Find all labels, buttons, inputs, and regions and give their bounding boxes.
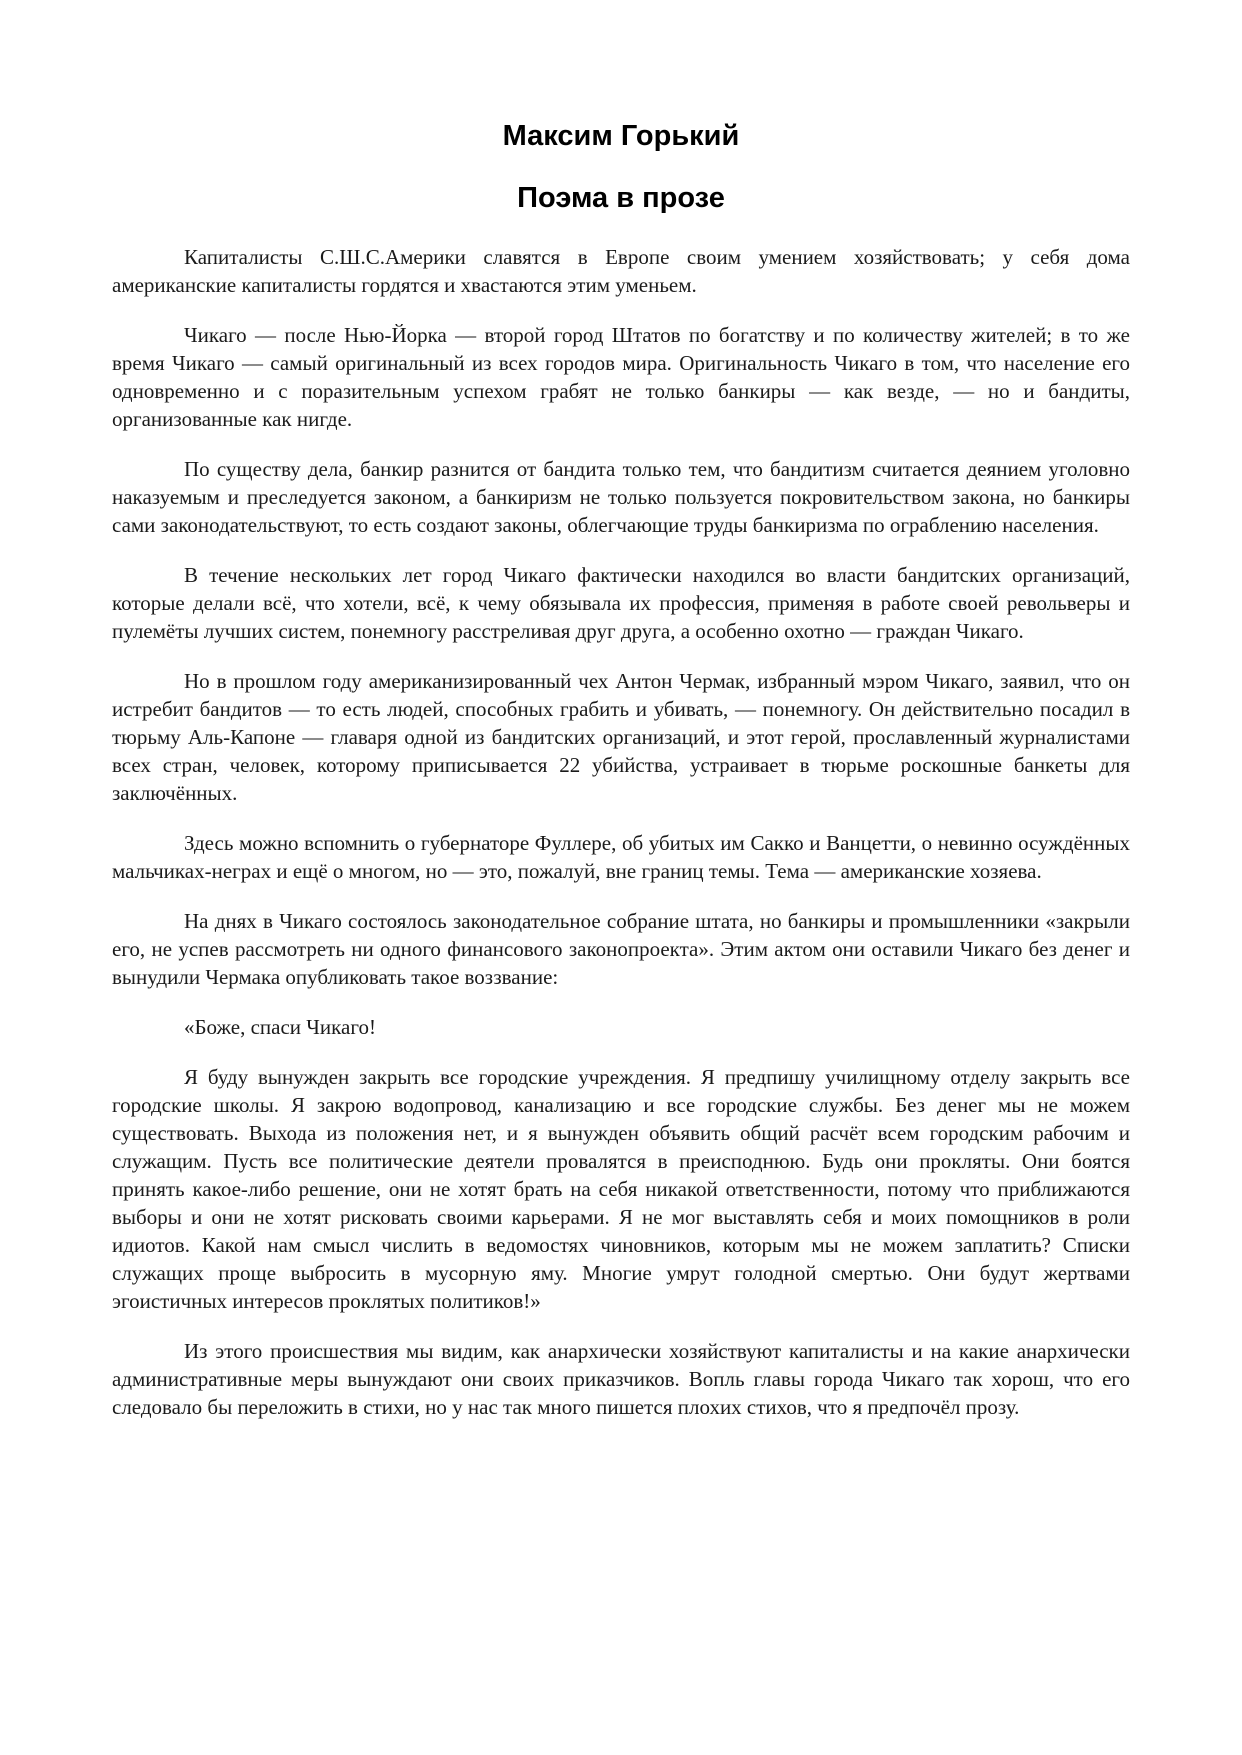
paragraph-5: Но в прошлом году американизированный чех Антон Чермак, избранный мэром Чикаго, заявил, что он истребит бандитов — то есть людей, способных грабить и убивать, — понемногу. Он действительно посадил в тюрьму Аль-Капоне — главаря одной из бандитских организаций, и этот герой, прославленный журналистами всех стран, человек, которому приписывается 22 убийства, устраивает в тюрьме роскошные банкеты для заключённых.	[112, 669, 1130, 805]
body-text	[112, 243, 1130, 1443]
page-title: Поэма в прозе	[517, 182, 725, 214]
paragraph-3: По существу дела, банкир разнится от бандита только тем, что бандитизм считается деянием уголовно наказуемым и преследуется законом, а банкиризм не только пользуется покровительством закона, но банкиры сами законодательствуют, то есть создают законы, облегчающие труды банкиризма по ограблению населения.	[112, 457, 1130, 537]
paragraph-7: На днях в Чикаго состоялось законодательное собрание штата, но банкиры и промышленники «закрыли его, не успев рассмотреть ни одного финансового законопроекта». Этим актом они оставили Чикаго без денег и вынудили Чермака опубликовать такое воззвание:	[112, 909, 1130, 989]
paragraph-9-quote-body: Я буду вынужден закрыть все городские учреждения. Я предпишу училищному отделу закрыть все городские школы. Я закрою водопровод, канализацию и все городские службы. Без денег мы не можем существовать. Выхода из положения нет, и я вынужден объявить общий расчёт всем городским рабочим и служащим. Пусть все политические деятели провалятся в преисподнюю. Будь они прокляты. Они боятся принять какое-либо решение, они не хотят брать на себя никакой ответственности, потому что приближаются выборы и они не хотят рисковать своими карьерами. Я не мог выставлять себя и моих помощников в роли идиотов. Какой нам смысл числить в ведомостях чиновников, которым мы не можем заплатить? Списки служащих проще выбросить в мусорную яму. Многие умрут голодной смертью. Они будут жертвами эгоистичных интересов проклятых политиков!»	[112, 1065, 1130, 1313]
paragraph-10: Из этого происшествия мы видим, как анархически хозяйствуют капиталисты и на какие анархически административные меры вынуждают они своих приказчиков. Вопль главы города Чикаго так хорош, что его следовало бы переложить в стихи, но у нас так много пишется плохих стихов, что я предпочёл прозу.	[112, 1339, 1130, 1419]
author-heading: Максим Горький	[502, 120, 740, 152]
paragraph-4: В течение нескольких лет город Чикаго фактически находился во власти бандитских организаций, которые делали всё, что хотели, всё, к чему обязывала их профессия, применяя в работе своей револьверы и пулемёты лучших систем, понемногу расстреливая друг друга, а особенно охотно — граждан Чикаго.	[112, 563, 1130, 643]
paragraph-6: Здесь можно вспомнить о губернаторе Фуллере, об убитых им Сакко и Ванцетти, о невинно осуждённых мальчиках-неграх и ещё о многом, но — это, пожалуй, вне границ темы. Тема — американские хозяева.	[112, 831, 1130, 883]
paragraph-2: Чикаго — после Нью-Йорка — второй город Штатов по богатству и по количеству жителей; в то же время Чикаго — самый оригинальный из всех городов мира. Оригинальность Чикаго в том, что население его одновременно и с поразительным успехом грабят не только банкиры — как везде, — но и бандиты, организованные как нигде.	[112, 323, 1130, 431]
paragraph-8-quote-opening: «Боже, спаси Чикаго!	[184, 1015, 376, 1039]
paragraph-1: Капиталисты С.Ш.С.Америки славятся в Европе своим умением хозяйствовать; у себя дома американские капиталисты гордятся и хвастаются этим уменьем.	[112, 245, 1130, 297]
